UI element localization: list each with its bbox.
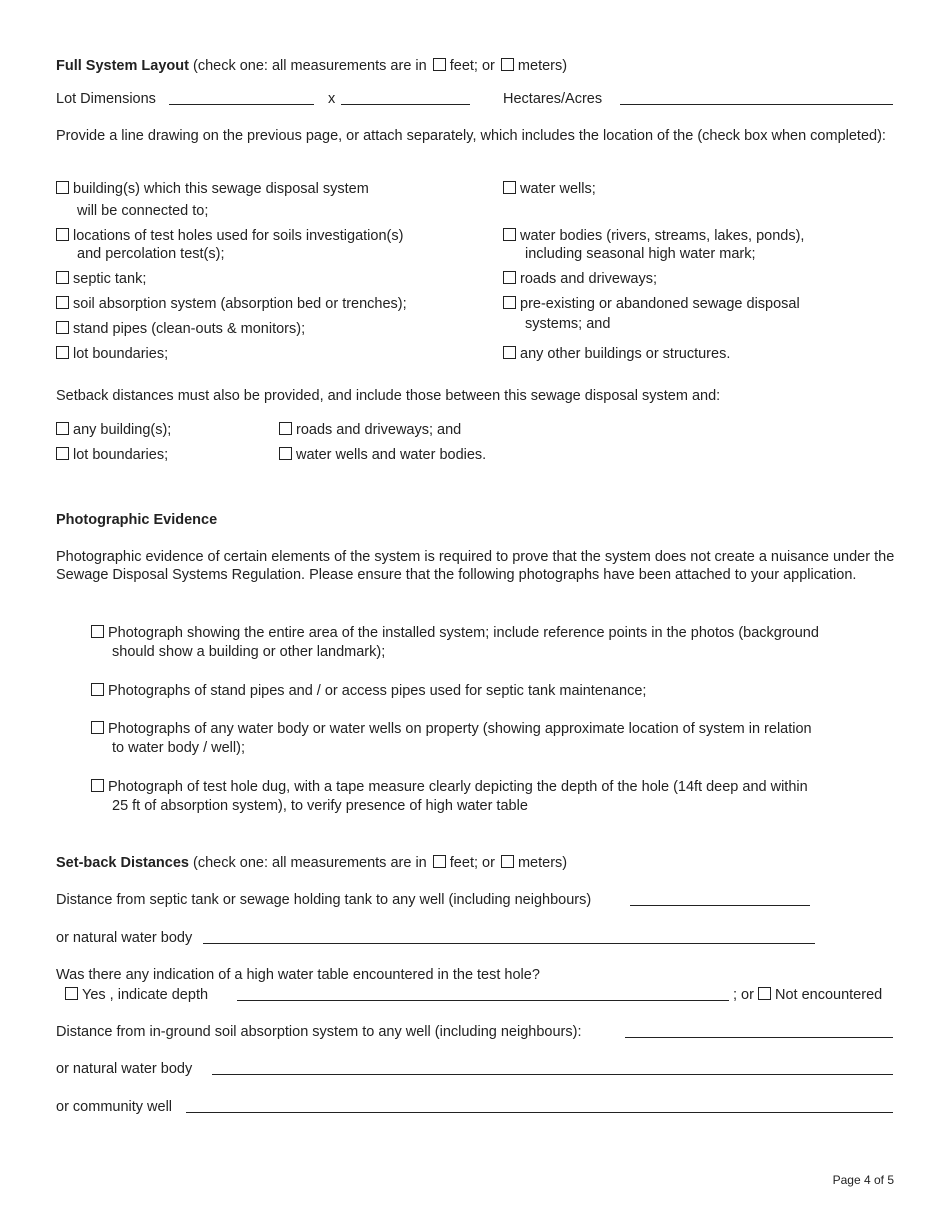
community-well-label: or community well (56, 1099, 173, 1115)
photo-item-text: Photograph of test hole dug, with a tape measure clearly depicting the depth of the hole (14ft deep and within (108, 779, 808, 795)
photo-item-water-cont: to water body / well); (112, 740, 245, 756)
setback-distances-row (56, 854, 567, 872)
setback-roads-checkbox[interactable] (279, 422, 292, 435)
meters-label: meters) (517, 855, 568, 871)
soil-absorption-checkbox[interactable] (56, 296, 69, 309)
absorption-to-well-field[interactable] (625, 1023, 893, 1038)
checklist-text: roads and driveways; (520, 271, 658, 287)
meters-checkbox[interactable] (501, 58, 514, 71)
hectares-label: Hectares/Acres (503, 91, 603, 107)
checklist-stand-pipes (56, 320, 305, 338)
yes-label: Yes , indicate depth (82, 987, 209, 1003)
checklist-text: water wells; (520, 181, 596, 197)
checklist-water-bodies-cont: including seasonal high water mark; (525, 246, 756, 262)
checklist-text: building(s) which this sewage disposal system (73, 181, 369, 197)
building-checkbox[interactable] (56, 181, 69, 194)
natural-water-body-field-2[interactable] (212, 1060, 893, 1075)
photo-item-text: Photographs of any water body or water wells on property (showing approximate location of system in relation (108, 721, 812, 737)
checklist-roads (503, 270, 657, 288)
photo-area-checkbox[interactable] (91, 625, 104, 638)
setback-roads (279, 421, 461, 439)
checklist-building (56, 180, 369, 198)
setback-lot-boundaries (56, 446, 168, 464)
photo-item-test-hole-cont: 25 ft of absorption system), to verify presence of high water table (112, 798, 528, 814)
section-title-layout: Full System Layout (56, 58, 189, 74)
feet-checkbox[interactable] (433, 58, 446, 71)
pre-existing-checkbox[interactable] (503, 296, 516, 309)
setback-feet-checkbox[interactable] (433, 855, 446, 868)
roads-checkbox[interactable] (503, 271, 516, 284)
checklist-text: locations of test holes used for soils investigation(s) (73, 228, 404, 244)
stand-pipes-checkbox[interactable] (56, 321, 69, 334)
checklist-text: water bodies (rivers, streams, lakes, ponds), (520, 228, 805, 244)
lot-dimensions-label: Lot Dimensions (56, 91, 156, 107)
checklist-septic-tank (56, 270, 146, 288)
photo-item-area (91, 624, 819, 642)
section-title-photo (56, 511, 217, 529)
high-water-not-encountered (733, 986, 882, 1004)
photo-test-hole-checkbox[interactable] (91, 779, 104, 792)
photo-stand-pipes-checkbox[interactable] (91, 683, 104, 696)
checklist-text: any other buildings or structures. (520, 346, 731, 362)
high-water-yes (65, 986, 208, 1004)
absorption-to-well-label: Distance from in-ground soil absorption system to any well (including neighbours): (56, 1024, 582, 1040)
lot-dimension-width-field[interactable] (169, 90, 314, 105)
units-prefix: (check one: all measurements are in (192, 58, 427, 74)
lot-dimension-length-field[interactable] (341, 90, 470, 105)
checklist-test-holes-cont: and percolation test(s); (77, 246, 225, 262)
setback-meters-checkbox[interactable] (501, 855, 514, 868)
units-prefix: (check one: all measurements are in (193, 855, 427, 871)
photo-item-text: Photograph showing the entire area of the installed system; include reference points in the photos (background (108, 625, 819, 641)
photo-title-text: Photographic Evidence (56, 512, 218, 528)
photo-water-checkbox[interactable] (91, 721, 104, 734)
setback-water-checkbox[interactable] (279, 447, 292, 460)
septic-tank-checkbox[interactable] (56, 271, 69, 284)
meters-label: meters) (517, 58, 568, 74)
setback-water (279, 446, 486, 464)
test-holes-checkbox[interactable] (56, 228, 69, 241)
high-water-depth-field[interactable] (237, 986, 729, 1001)
not-encountered-checkbox[interactable] (758, 987, 771, 1000)
checklist-lot-boundaries (56, 345, 168, 363)
checklist-soil-absorption (56, 295, 407, 313)
photo-intro: Photographic evidence of certain elements of the system is required to prove that the system does not create a nuisance under the Sewage Disposal Systems Regulation. Please ensure that the following photographs have been attached to your application. (56, 549, 895, 583)
setback-lot-boundaries-checkbox[interactable] (56, 447, 69, 460)
setback-buildings (56, 421, 171, 439)
feet-label: feet; or (449, 58, 495, 74)
lot-boundaries-checkbox[interactable] (56, 346, 69, 359)
other-buildings-checkbox[interactable] (503, 346, 516, 359)
high-water-yes-checkbox[interactable] (65, 987, 78, 1000)
photo-item-area-cont: should show a building or other landmark); (112, 644, 386, 660)
natural-water-body-label-2: or natural water body (56, 1061, 193, 1077)
checklist-text: lot boundaries; (73, 346, 169, 362)
checklist-text: water wells and water bodies. (296, 447, 487, 463)
feet-label: feet; or (449, 855, 495, 871)
x-label: x (328, 91, 336, 107)
checklist-pre-existing (503, 295, 800, 313)
natural-water-body-field-1[interactable] (203, 929, 815, 944)
checklist-pre-existing-cont: systems; and (525, 316, 611, 332)
checklist-building-cont: will be connected to; (77, 203, 209, 219)
photo-item-text: Photographs of stand pipes and / or access pipes used for septic tank maintenance; (108, 683, 647, 699)
water-bodies-checkbox[interactable] (503, 228, 516, 241)
not-encountered-label: Not encountered (774, 987, 883, 1003)
checklist-text: pre-existing or abandoned sewage disposal (520, 296, 800, 312)
page-number: Page 4 of 5 (832, 1173, 894, 1187)
checklist-other-buildings (503, 345, 730, 363)
checklist-text: roads and driveways; and (296, 422, 462, 438)
or-label: ; or (733, 987, 754, 1003)
checklist-text: lot boundaries; (73, 447, 169, 463)
checklist-water-bodies (503, 227, 804, 245)
setback-buildings-checkbox[interactable] (56, 422, 69, 435)
checklist-text: any building(s); (73, 422, 172, 438)
community-well-field[interactable] (186, 1098, 893, 1113)
hectares-field[interactable] (620, 90, 893, 105)
checklist-water-wells (503, 180, 596, 198)
checklist-text: soil absorption system (absorption bed or trenches); (73, 296, 407, 312)
section-title-setback: Set-back Distances (56, 855, 189, 871)
photo-item-test-hole (91, 778, 808, 796)
photo-item-stand-pipes (91, 682, 646, 700)
checklist-test-holes (56, 227, 403, 245)
water-wells-checkbox[interactable] (503, 181, 516, 194)
checklist-text: septic tank; (73, 271, 147, 287)
high-water-question: Was there any indication of a high water table encountered in the test hole? (56, 967, 540, 983)
natural-water-body-label-1: or natural water body (56, 930, 193, 946)
checklist-text: stand pipes (clean-outs & monitors); (73, 321, 306, 337)
full-system-layout-row (56, 57, 567, 75)
septic-to-well-label: Distance from septic tank or sewage holding tank to any well (including neighbours) (56, 892, 592, 908)
photo-item-water (91, 720, 812, 738)
septic-to-well-field[interactable] (630, 891, 810, 906)
setback-intro: Setback distances must also be provided, and include those between this sewage disposal system and: (56, 388, 721, 404)
drawing-instruction: Provide a line drawing on the previous page, or attach separately, which includes the location of the (check box when completed): (56, 128, 886, 144)
